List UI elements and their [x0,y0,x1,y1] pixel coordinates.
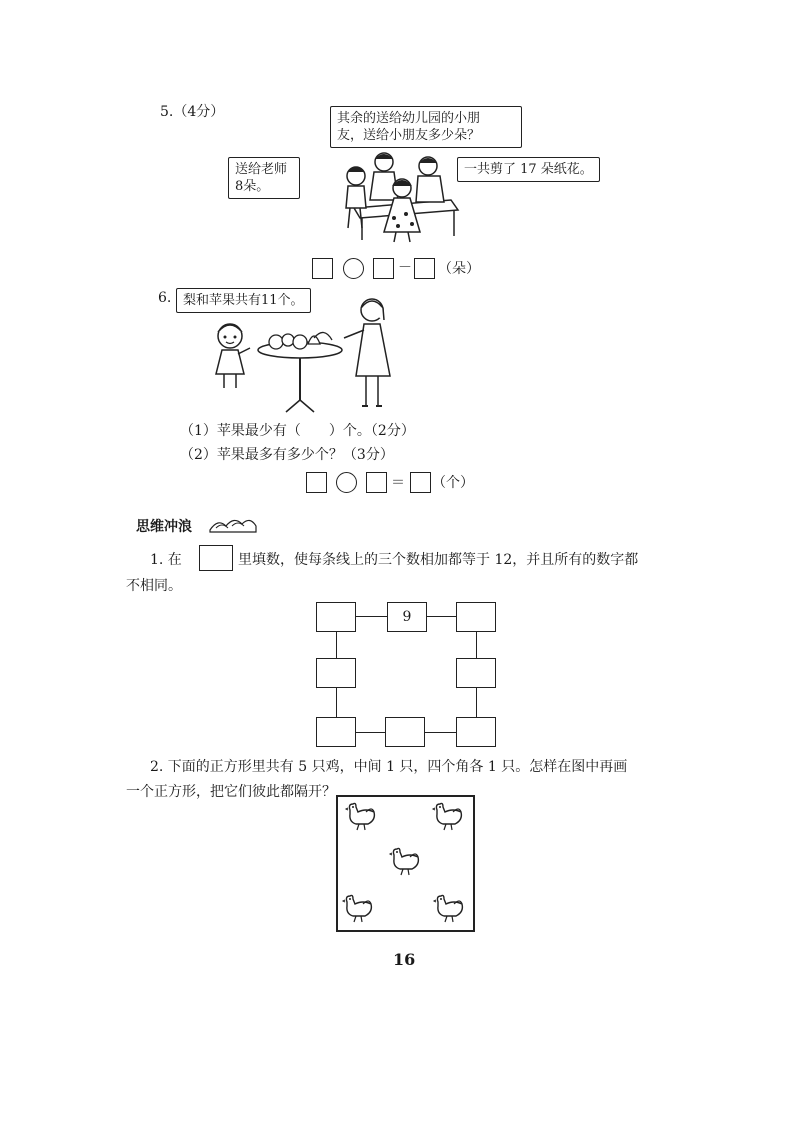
answer-box[interactable] [410,472,431,493]
woman-illustration [340,296,396,412]
connector-line [336,688,337,718]
answer-box[interactable] [312,258,333,279]
number-box-bottom-left[interactable] [316,717,356,747]
inline-box-icon [199,545,233,571]
equals-sign: ＝ [391,475,405,491]
connector-line [476,630,477,658]
answer-box[interactable] [366,472,387,493]
minus-sign: － [398,260,412,276]
number-box-bottom-right[interactable] [456,717,496,747]
p1-suffix: 里填数，使每条线上的三个数相加都等于 12，并且所有的数字都 [238,552,639,568]
q5-speech-bubble-top [330,106,522,148]
connector-line [425,732,457,733]
unit-label: （个） [432,475,474,491]
answer-box[interactable] [306,472,327,493]
p2-line1: 2. 下面的正方形里共有 5 只鸡，中间 1 只，四个角各 1 只。怎样在图中再画 [150,759,628,775]
q5-speech-bubble-right: 一共剪了 17 朵纸花。 [457,157,600,182]
q6-sub1: （1）苹果最少有（ ）个。（2分） [180,423,415,439]
children-at-table-illustration [336,148,466,244]
number-box-right-middle[interactable] [456,658,496,688]
answer-box[interactable] [373,258,394,279]
girl-illustration [210,320,252,390]
connector-line [355,732,387,733]
connector-line [355,616,387,617]
section-title: 思维冲浪 [136,519,192,535]
q5-bubble-top-line2: 友，送给小朋友多少朵？ [337,128,481,143]
number-box-top-left[interactable] [316,602,356,632]
hen-icon [344,800,378,832]
operator-circle[interactable] [343,258,364,279]
q6-speech-bubble: 梨和苹果共有11个。 [176,288,311,313]
number-box-bottom-middle[interactable] [385,717,425,747]
hen-icon [431,800,465,832]
q5-bubble-left-line2: 8朵。 [235,179,270,194]
hen-icon [341,892,375,924]
q5-speech-bubble-left [228,157,300,199]
q5-bubble-top-line1: 其余的送给幼儿园的小朋 [337,111,481,126]
answer-box[interactable] [414,258,435,279]
connector-line [476,688,477,718]
p1-prefix: 1. 在 [150,552,182,568]
unit-label: （朵） [438,261,480,277]
number-box-left-middle[interactable] [316,658,356,688]
p1-line2: 不相同。 [126,578,182,594]
page-number: 16 [393,950,416,969]
q5-label: 5.（4分） [160,104,225,120]
connector-line [336,630,337,658]
hen-icon [432,892,466,924]
q6-label: 6. [158,290,172,306]
p2-line2: 一个正方形，把它们彼此都隔开？ [126,784,336,800]
number-box-top-right[interactable] [456,602,496,632]
hen-icon [388,845,422,877]
operator-circle[interactable] [336,472,357,493]
q5-bubble-left-line1: 送给老师 [235,162,288,177]
wave-icon [208,514,258,534]
q6-sub2: （2）苹果最多有多少个？（3分） [180,447,394,463]
connector-line [425,616,457,617]
number-box-top-middle: 9 [387,602,427,632]
fruit-table-illustration [254,324,346,414]
